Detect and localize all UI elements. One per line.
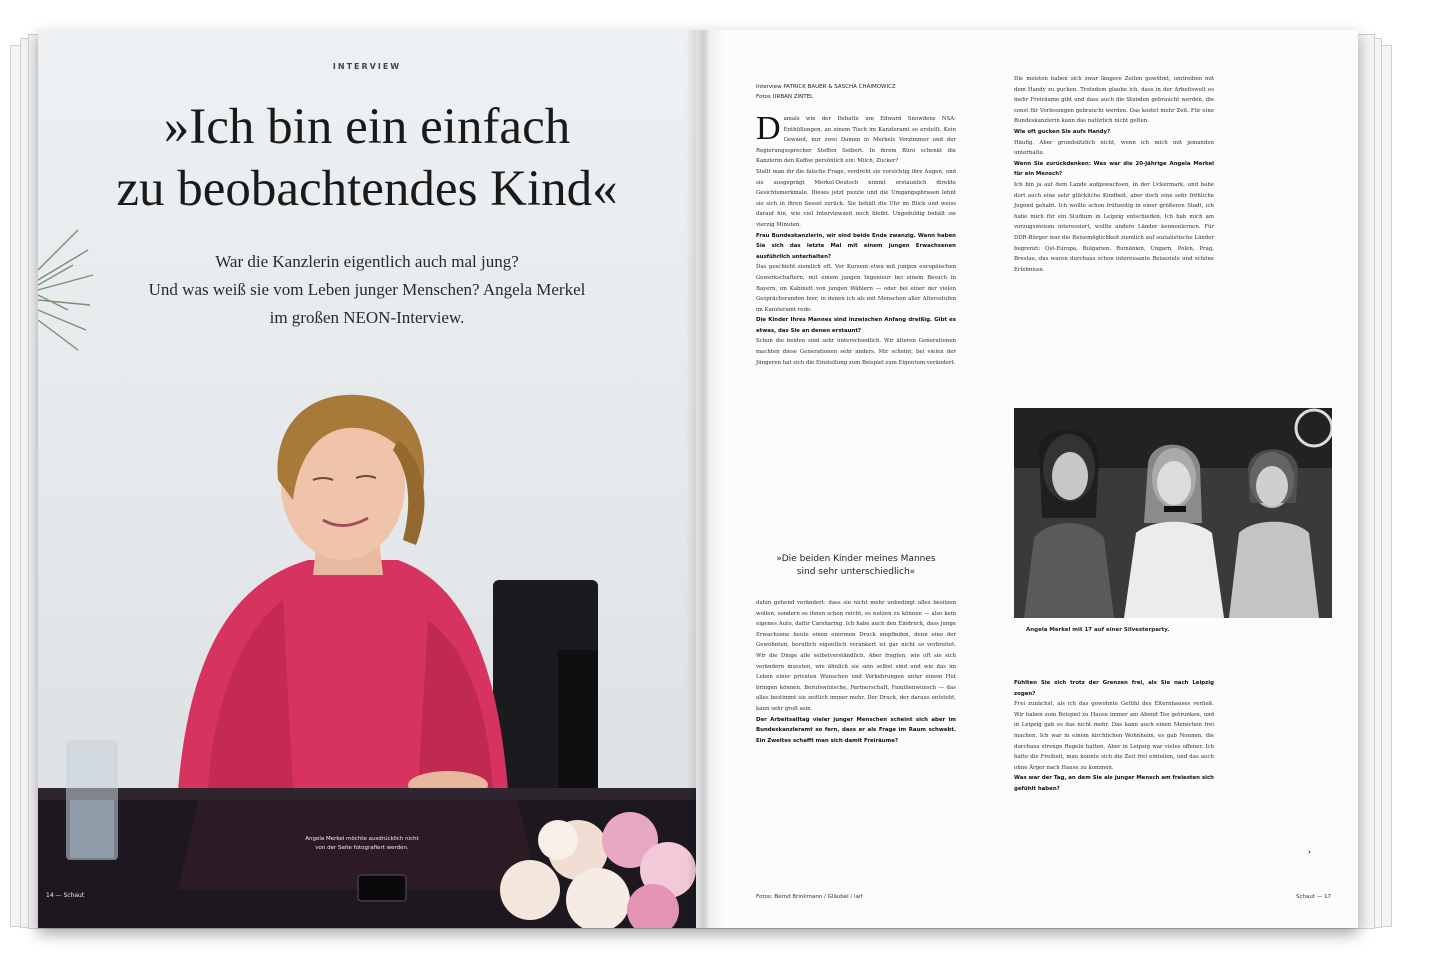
question-text: Die Kinder Ihres Mannes sind inzwischen Anfang dreißig. Gibt es etwas, das Sie an denen erstaunt?: [756, 317, 956, 334]
author-credit: [756, 82, 896, 102]
pull-quote: [756, 553, 956, 579]
photo-caption-line-2: von der Seite fotografiert werden.: [315, 845, 409, 851]
answer-text: Die meisten haben sich zwar längere Zeiten gewöhnt, umtreiben mit dem Handy zu gucken. Trotzdem glaube ich, dass in der Arbeitswelt es mehr Freiräume gibt und dass auch die Stunden gebraucht werden, die sonst für Vorlesungen gebraucht werden. Das kostet mehr Zeit. Für eine Bundeskanzlerin kann das natürlich nicht gelten.: [1014, 76, 1214, 125]
deck-line-1: War die Kanzlerin eigentlich auch mal jung?: [215, 252, 519, 271]
credit-line-1: Interview PATRICK BAUER & SASCHA CHAIMOWICZ: [756, 84, 896, 90]
magazine-spread: [38, 30, 1358, 928]
text-column-1-top: [756, 110, 956, 368]
answer-text: Das geschieht ziemlich oft. Vor Kurzem etwa mit jungen europäischen Gewerkschaftern, mit einem jungen Ingenieur bei einem Besuch in Bayern, im Kabinett von jungen Wählern — oder bei einer der vielen Gesprächsrunden hier, in denen ich als mit Menschen aller Altersstufen im Kanzleramt rede.: [756, 264, 956, 313]
photo-caption-left: [262, 835, 462, 853]
right-page: [696, 30, 1358, 928]
intro-text: amals wie der Debatte um Edward Snowdens NSA-Enthüllungen, an einem Tisch im Kanzleramt so erstellt. Kein Gewand, nur zwei Damen in Merkels Vorzimmer und der Regierungssprecher Steffen Seibert. In ihrem Büro schenkt die Kanzlerin den Kaffee persönlich ein: Milch, Zucker?: [756, 116, 956, 165]
drop-cap: D: [756, 110, 781, 147]
photo-caption-line-1: Angela Merkel möchte ausdrücklich nicht: [305, 836, 419, 842]
question-text: Frau Bundeskanzlerin, wir sind beide Ende zwanzig. Wann haben Sie sich das letzte Mal mit einem jungen Erwachsenen ausführlich unterhalten?: [756, 232, 956, 260]
photo-caption-right: Angela Merkel mit 17 auf einer Silvesterparty.: [1026, 627, 1170, 633]
teen-party-photo: [1014, 408, 1332, 618]
folio-right: Schaut — 17: [1296, 894, 1332, 900]
answer-text: Ich bin ja auf dem Lande aufgewachsen, in der Uckermark, und habe dort auch eine sehr glückliche Kindheit, aber doch eine sehr fröhliche Jugend gehabt. Ich wollte schon frühzeitig in einer größeren Stadt, ich habe mich für ein Studium in Leipzig entschieden, Ich hab mich am vorzugsweisen interessiert, wollte andere Länder kennenlernen. Für DDR-Bürger war die Reisemöglichkeit ziemlich auf sozialistische Länder begrenzt: Ost-Europa, Bulgarien, Rumänien, Ungarn, Polen, Prag, Breslau, das waren durchaus schon interessante Reiseziele und schöne Erlebnisse.: [1014, 181, 1214, 273]
question-text: Was war der Tag, an dem Sie als junger Mensch am freiesten sich gefühlt haben?: [1014, 775, 1214, 792]
question-text: Wie oft gucken Sie aufs Handy?: [1014, 128, 1111, 135]
text-column-1-bottom: [756, 598, 956, 746]
pull-quote-line-2: sind sehr unterschiedlich«: [796, 567, 916, 577]
folio-left: 14 — Schaut: [46, 892, 85, 899]
headline: [38, 96, 696, 220]
section-kicker: INTERVIEW: [332, 62, 402, 71]
credit-line-2: Fotos URBAN ZINTEL: [756, 94, 814, 100]
pull-quote-line-1: »Die beiden Kinder meines Mannes: [776, 554, 936, 564]
end-mark: ›: [1308, 848, 1311, 856]
deck-line-3: im großen NEON-Interview.: [269, 308, 465, 327]
answer-text: Schon die beiden sind sehr unterschiedlich. Wir älteren Generationen machten diese Generationen sehr anders. Mir scheint, bei vielen der Jüngeren hat sich die Einstellung zum Beispiel zum Eigentum verändert.: [756, 338, 956, 366]
text-column-2-bottom: [1014, 678, 1214, 795]
deck-text: [38, 248, 696, 332]
question-text: Der Arbeitsalltag vieler junger Menschen scheint sich aber im Bundeskanzleramt so fern, dass er als Frage im Raum schwebt. Ein Zweites schafft man sich damit Freiräume?: [756, 716, 956, 744]
teen-party-photo-graphic: [1014, 408, 1332, 618]
photo-credit-footer: Fotos: Bernd Brinkmann / Gläubel / laif: [756, 894, 863, 900]
headline-line-1: »Ich bin ein einfach: [163, 99, 571, 155]
left-page: [38, 30, 696, 928]
deck-line-2: Und was weiß sie vom Leben junger Menschen? Angela Merkel: [148, 280, 586, 299]
body-paragraph: Stellt man ihr die falsche Frage, verdreht sie vorsichtig ihre Augen, und sie ausgeprägt Merkel-Deutsch nimmt erstaunlich direkte Gesichtsmerkmale. Dieses jetzt puzzle und die Umgangsphrasen lehnt sie sich in ihren Sessel zurück. Sie behält die Uhr im Blick und weiss darauf hin, wie viel Interviewzeit noch bleibt. Ungeduldig behält sie vierzig Minuten.: [756, 168, 956, 228]
answer-text: Frei zunächst, als ich das gewohnte Gefühl des Elternhauses verließ. Wir haben zum Beispiel zu Hause immer am Abend Tee getrunken, und in Leipzig gab es das nicht mehr. Das kann auch einen Menschen frei machen. Ich war in einem kirchlichen Wohnheim, es gab Nonnen, die durchaus strenge Regeln hatten. Aber in Leipzig war vieles offener. Ich hatte die Freiheit, man konnte sich die Zeit frei einteilen, und das auch ohne Ärger nach Hause zu kommen.: [1014, 701, 1214, 771]
intro-paragraph: [756, 110, 956, 167]
headline-line-2: zu beobachtendes Kind«: [116, 161, 618, 217]
answer-text: Häufig. Aber grundsätzlich nicht, wenn ich mich mit jemanden unterhalte.: [1014, 139, 1214, 157]
question-text: Wenn Sie zurückdenken: Was war die 20-Jährige Angela Merkel für ein Mensch?: [1014, 160, 1214, 178]
answer-text: dahin gehend verändert: dass sie nicht mehr unbedingt alles besitzen wollen, sondern es ihnen schon reicht, es nutzen zu können — also kein eigenes Auto, dafür Carsharing. Ich habe auch den Eindruck, dass junge Erwachsene heute einen enormen Druck empfinden, denn eine der Gewohnten, beruflich eigentlich verankert ist gar nicht so verbreitet. Wir die Dinge alle selbstverständlich. Aber fragten, wie oft sie sich verändern mussten, wie ähnlich sie sein selbst sind und wie das im Leben einer privaten Wunschen und Vorkehrungen unter einem Hut bringen können. Berufswünsche, Partnerschaft, Familienwunsch — das alles bestimmt sie zeitlich immer mehr. Der Druck, der daraus entsteht, kann sehr groß sein.: [756, 600, 956, 712]
question-text: Fühlten Sie sich trotz der Grenzen frei, als Sie nach Leipzig zogen?: [1014, 680, 1214, 697]
text-column-2-top: [1014, 74, 1214, 275]
